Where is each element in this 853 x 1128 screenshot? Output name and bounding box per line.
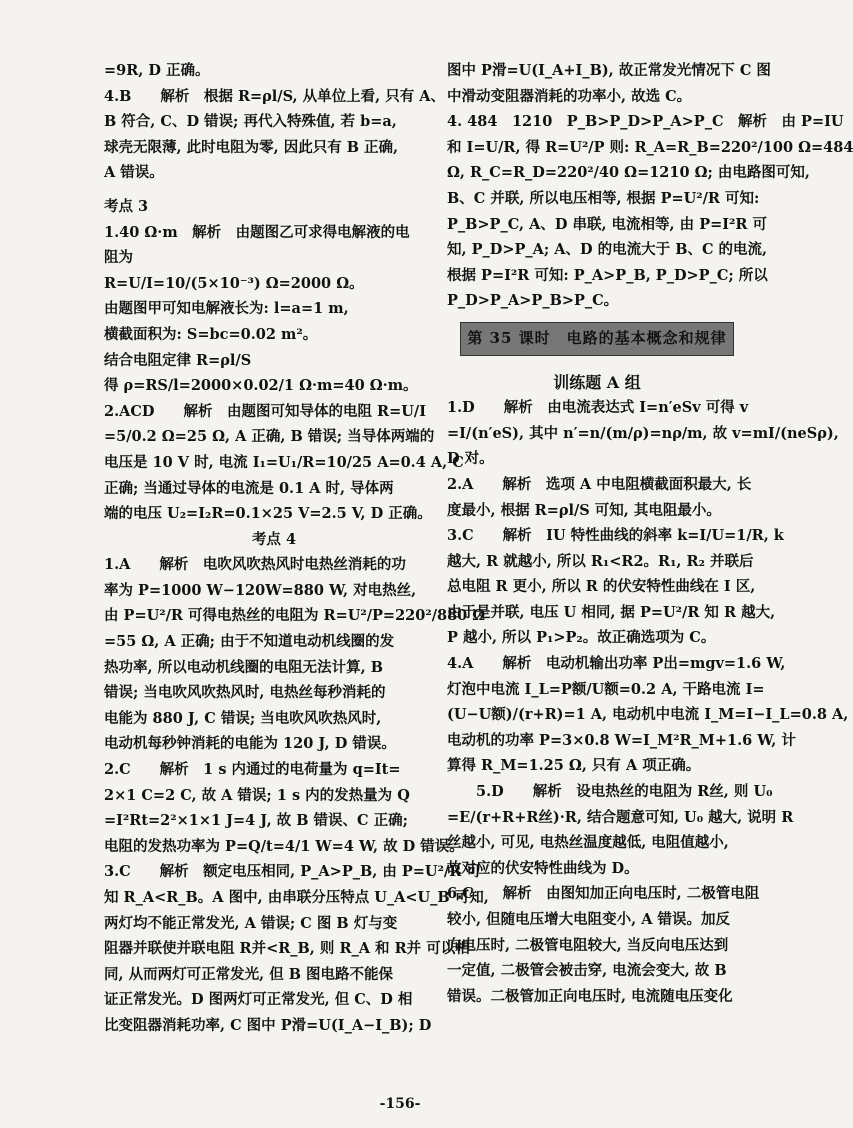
- text-line: Ω, R_C=R_D=220²/40 Ω=1210 Ω; 由电路图可知,: [447, 164, 810, 182]
- text-line: P 越小, 所以 P₁>P₂。故正确选项为 C。: [447, 629, 716, 647]
- text-line: 电动机的功率 P=3×0.8 W=I_M²R_M+1.6 W, 计: [447, 731, 796, 749]
- text-line: 2.ACD 解析 由题图可知导体的电阻 R=U/I: [104, 402, 426, 420]
- text-line: 2.C 解析 1 s 内通过的电荷量为 q=It=: [104, 761, 401, 779]
- text-line: 两灯均不能正常发光, A 错误; C 图 B 灯与变: [104, 914, 398, 932]
- text-line: =I²Rt=2²×1×1 J=4 J, 故 B 错误、C 正确;: [104, 812, 408, 830]
- text-line: 由 P=U²/R 可得电热丝的电阻为 R=U²/P=220²/880 Ω: [104, 607, 486, 625]
- text-line: 证正常发光。D 图两灯可正常发光, 但 C、D 相: [104, 991, 413, 1009]
- text-line: 4.A 解析 电动机输出功率 P出=mgv=1.6 W,: [447, 655, 786, 673]
- text-line: 错误; 当电吹风吹热风时, 电热丝每秒消耗的: [104, 684, 386, 702]
- text-line: 知 R_A<R_B。A 图中, 由串联分压特点 U_A<U_B 可知,: [104, 889, 489, 906]
- text-line: 和 I=U/R, 得 R=U²/P 则: R_A=R_B=220²/100 Ω=484: [447, 138, 853, 156]
- text-line: 阻为: [104, 249, 133, 267]
- text-line: =I/(n′eS), 其中 n′=n/(m/ρ)=nρ/m, 故 v=mI/(neSρ),: [447, 424, 839, 442]
- text-line: A 错误。: [104, 164, 164, 182]
- text-line: 知, P_D>P_A; A、D 的电流大于 B、C 的电流,: [447, 241, 768, 259]
- text-line: 一定值, 二极管会被击穿, 电流会变大, 故 B: [447, 962, 727, 980]
- text-line: 根据 P=I²R 可知: P_A>P_B, P_D>P_C; 所以: [447, 266, 768, 284]
- text-line: 丝越小, 可见, 电热丝温度越低, 电阻值越小,: [447, 834, 729, 852]
- text-line: 电阻的发热功率为 P=Q/t=4/1 W=4 W, 故 D 错误。: [104, 837, 464, 855]
- right-column-part-1: [447, 58, 853, 314]
- text-line: =55 Ω, A 正确; 由于不知道电动机线圈的发: [104, 633, 395, 651]
- text-line: D 对。: [447, 450, 494, 468]
- text-line: P_B>P_C, A、D 串联, 电流相等, 由 P=I²R 可: [447, 215, 767, 233]
- lesson-banner: [447, 322, 747, 356]
- text-line: =5/0.2 Ω=25 Ω, A 正确, B 错误; 当导体两端的: [104, 428, 435, 446]
- text-line: R=U/I=10/(5×10⁻³) Ω=2000 Ω。: [104, 274, 364, 292]
- text-line: 率为 P=1000 W−120W=880 W, 对电热丝,: [104, 581, 417, 599]
- text-line: 端的电压 U₂=I₂R=0.1×25 V=2.5 V, D 正确。: [104, 505, 432, 523]
- text-line: 故对应的伏安特性曲线为 D。: [447, 859, 639, 877]
- page-number: -156-: [379, 1096, 421, 1112]
- right-column: [447, 58, 853, 1009]
- text-line: P_D>P_A>P_B>P_C。: [447, 292, 619, 310]
- right-column-part-2: [447, 395, 849, 1009]
- text-line: 5.D 解析 设电热丝的电阻为 R丝, 则 U₀: [447, 783, 773, 801]
- text-line: 电能为 880 J, C 错误; 当电吹风吹热风时,: [104, 709, 382, 727]
- text-line: 横截面积为: S=bc=0.02 m²。: [104, 325, 318, 343]
- text-line: (U−U额)/(r+R)=1 A, 电动机中电流 I_M=I−I_L=0.8 A,: [447, 706, 849, 724]
- text-line: 灯泡中电流 I_L=P额/U额=0.2 A, 干路电流 I=: [447, 680, 765, 698]
- text-line: 越大, R 就越小, 所以 R₁<R2。R₁, R₂ 并联后: [447, 552, 754, 570]
- text-line: 2×1 C=2 C, 故 A 错误; 1 s 内的发热量为 Q: [104, 786, 410, 804]
- text-line: 由题图甲可知电解液长为: l=a=1 m,: [104, 300, 349, 318]
- text-line: 4.B 解析 根据 R=ρl/S, 从单位上看, 只有 A、: [104, 87, 446, 105]
- text-line: 中滑动变阻器消耗的功率小, 故选 C。: [447, 87, 692, 105]
- text-line: 4. 484 1210 P_B>P_D>P_A>P_C 解析 由 P=IU: [447, 113, 844, 131]
- text-line: 由于是并联, 电压 U 相同, 据 P=U²/R 知 R 越大,: [447, 603, 776, 621]
- text-line: 1.A 解析 电吹风吹热风时电热丝消耗的功: [104, 556, 406, 574]
- text-line: 考点 3: [104, 197, 149, 215]
- text-line: 同, 从而两灯可正常发光, 但 B 图电路不能保: [104, 965, 394, 983]
- section-title: 训练题 A 组: [553, 372, 641, 392]
- text-line: 3.C 解析 IU 特性曲线的斜率 k=I/U=1/R, k: [447, 527, 784, 545]
- text-line: 电压是 10 V 时, 电流 I₁=U₁/R=10/25 A=0.4 A, C: [104, 453, 464, 471]
- text-line: 3.C 解析 额定电压相同, P_A>P_B, 由 P=U²/R 可: [104, 863, 481, 881]
- text-line: B、C 并联, 所以电压相等, 根据 P=U²/R 可知:: [447, 189, 760, 207]
- text-line: 错误。二极管加正向电压时, 电流随电压变化: [447, 987, 733, 1005]
- text-line: 算得 R_M=1.25 Ω, 只有 A 项正确。: [447, 757, 701, 775]
- text-line: 1.40 Ω·m 解析 由题图乙可求得电解液的电: [104, 223, 410, 241]
- text-line: 较小, 但随电压增大电阻变小, A 错误。加反: [447, 911, 730, 928]
- text-line: 总电阻 R 更小, 所以 R 的伏安特性曲线在 I 区,: [447, 578, 756, 596]
- text-line: 球壳无限薄, 此时电阻为零, 因此只有 B 正确,: [104, 138, 399, 156]
- text-line: 正确; 当通过导体的电流是 0.1 A 时, 导体两: [104, 479, 394, 497]
- text-line: =E/(r+R+R丝)·R, 结合题意可知, U₀ 越大, 说明 R: [447, 808, 794, 826]
- text-line: 考点 4: [251, 530, 297, 548]
- text-line: 1.D 解析 由电流表达式 I=n′eSv 可得 v: [447, 399, 749, 417]
- text-line: 阻器并联使并联电阻 R并<R_B, 则 R_A 和 R并 可以相: [104, 940, 470, 958]
- text-line: 6.C 解析 由图知加正向电压时, 二极管电阻: [447, 885, 760, 903]
- text-line: 结合电阻定律 R=ρl/S: [104, 351, 252, 369]
- text-line: =9R, D 正确。: [104, 62, 210, 79]
- text-line: [104, 186, 444, 194]
- text-line: 比变阻器消耗功率, C 图中 P滑=U(I_A−I_B); D: [104, 1016, 432, 1034]
- text-line: 电动机每秒钟消耗的电能为 120 J, D 错误。: [104, 735, 396, 753]
- text-line: 度最小, 根据 R=ρl/S 可知, 其电阻最小。: [447, 501, 721, 519]
- text-line: 热功率, 所以电动机线圈的电阻无法计算, B: [104, 658, 383, 676]
- text-line: 2.A 解析 选项 A 中电阻横截面积最大, 长: [447, 475, 752, 493]
- banner-title: 第 35 课时 电路的基本概念和规律: [460, 322, 733, 356]
- text-line: 向电压时, 二极管电阻较大, 当反向电压达到: [447, 936, 729, 954]
- text-line: B 符合, C、D 错误; 再代入特殊值, 若 b=a,: [104, 113, 397, 131]
- text-line: 得 ρ=RS/l=2000×0.02/1 Ω·m=40 Ω·m。: [104, 377, 418, 395]
- text-line: 图中 P滑=U(I_A+I_B), 故正常发光情况下 C 图: [447, 62, 771, 79]
